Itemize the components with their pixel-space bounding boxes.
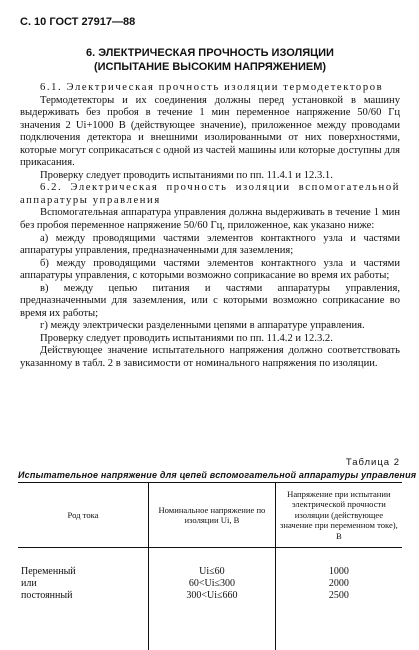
cell-test-voltages <box>275 548 402 650</box>
test-voltage-value: 2000 <box>279 578 399 590</box>
current-type-line: постоянный <box>21 590 145 602</box>
current-type-line: Переменный <box>21 566 145 578</box>
voltage-table <box>18 482 402 650</box>
clause-6-1-heading: 6.1. Электрическая прочность изоляции термодетекторов <box>20 82 400 95</box>
header-test-voltage: Напряжение при испытании электрической прочности изоляции (действующее значение при переменном токе), В <box>275 483 402 548</box>
cell-current-type <box>18 548 149 650</box>
list-item-c: в) между цепью питания и частями аппаратуры управления, предназначенными для заземления, или с которыми возможно соприкасание во время их работы; <box>20 283 400 321</box>
list-item-d: г) между электрически разделенными цепями в аппаратуре управления. <box>20 320 400 333</box>
header-rated-voltage: Номинальное напряжение по изоляции Ui, В <box>149 483 276 548</box>
section-title-line2: (ИСПЫТАНИЕ ВЫСОКИМ НАПРЯЖЕНИЕМ) <box>20 60 400 74</box>
table-row <box>18 548 402 650</box>
test-voltage-value: 2500 <box>279 590 399 602</box>
header-current-type: Род тока <box>18 483 149 548</box>
range-value: 60<Ui≤300 <box>152 578 272 590</box>
section-title <box>20 46 400 74</box>
clause-6-2-heading: 6.2. Электрическая прочность изоляции вспомогательной аппаратуры управления <box>20 182 400 207</box>
current-type-line: или <box>21 578 145 590</box>
clause-6-2-text: Вспомогательная аппаратура управления должна выдерживать в течение 1 мин без пробоя переменное напряжение 50/60 Гц, приложенное, как указано ниже: <box>20 207 400 232</box>
clause-6-1-text: Термодетекторы и их соединения должны перед установкой в машину выдерживать без пробоя в течение 1 мин переменное напряжение 50/60 Гц значения 2 Ui+1000 В (действующее значение), приложенное между проводами подключения детектора и внешними изолированными от них поверхностями, которые могут соприкасаться с одной из частей машины или которые доступны для прикасания. <box>20 95 400 170</box>
test-voltage-value: 1000 <box>279 566 399 578</box>
cell-voltage-ranges <box>149 548 276 650</box>
page-header: С. 10 ГОСТ 27917—88 <box>20 16 135 28</box>
document-body <box>20 82 400 371</box>
table-header-row <box>18 483 402 548</box>
range-value: Ui≤60 <box>152 566 272 578</box>
table-title: Испытательное напряжение для цепей вспомогательной аппаратуры управления <box>18 470 402 480</box>
table-label: Таблица 2 <box>346 457 400 468</box>
range-value: 300<Ui≤660 <box>152 590 272 602</box>
section-title-line1: 6. ЭЛЕКТРИЧЕСКАЯ ПРОЧНОСТЬ ИЗОЛЯЦИИ <box>20 46 400 60</box>
clause-6-1-check: Проверку следует проводить испытаниями по пп. 11.4.1 и 12.3.1. <box>20 170 400 183</box>
clause-6-2-final: Действующее значение испытательного напряжения должно соответствовать указанному в табл. 2 в зависимости от номинального напряжения по изоляции. <box>20 345 400 370</box>
list-item-b: б) между проводящими частями элементов контактного узла и частями аппаратуры управления, с которыми возможно соприкасание во время их работы; <box>20 258 400 283</box>
clause-6-2-check: Проверку следует проводить испытаниями по пп. 11.4.2 и 12.3.2. <box>20 333 400 346</box>
list-item-a: а) между проводящими частями элементов контактного узла и частями аппаратуры управления, предназначенными для заземления; <box>20 233 400 258</box>
